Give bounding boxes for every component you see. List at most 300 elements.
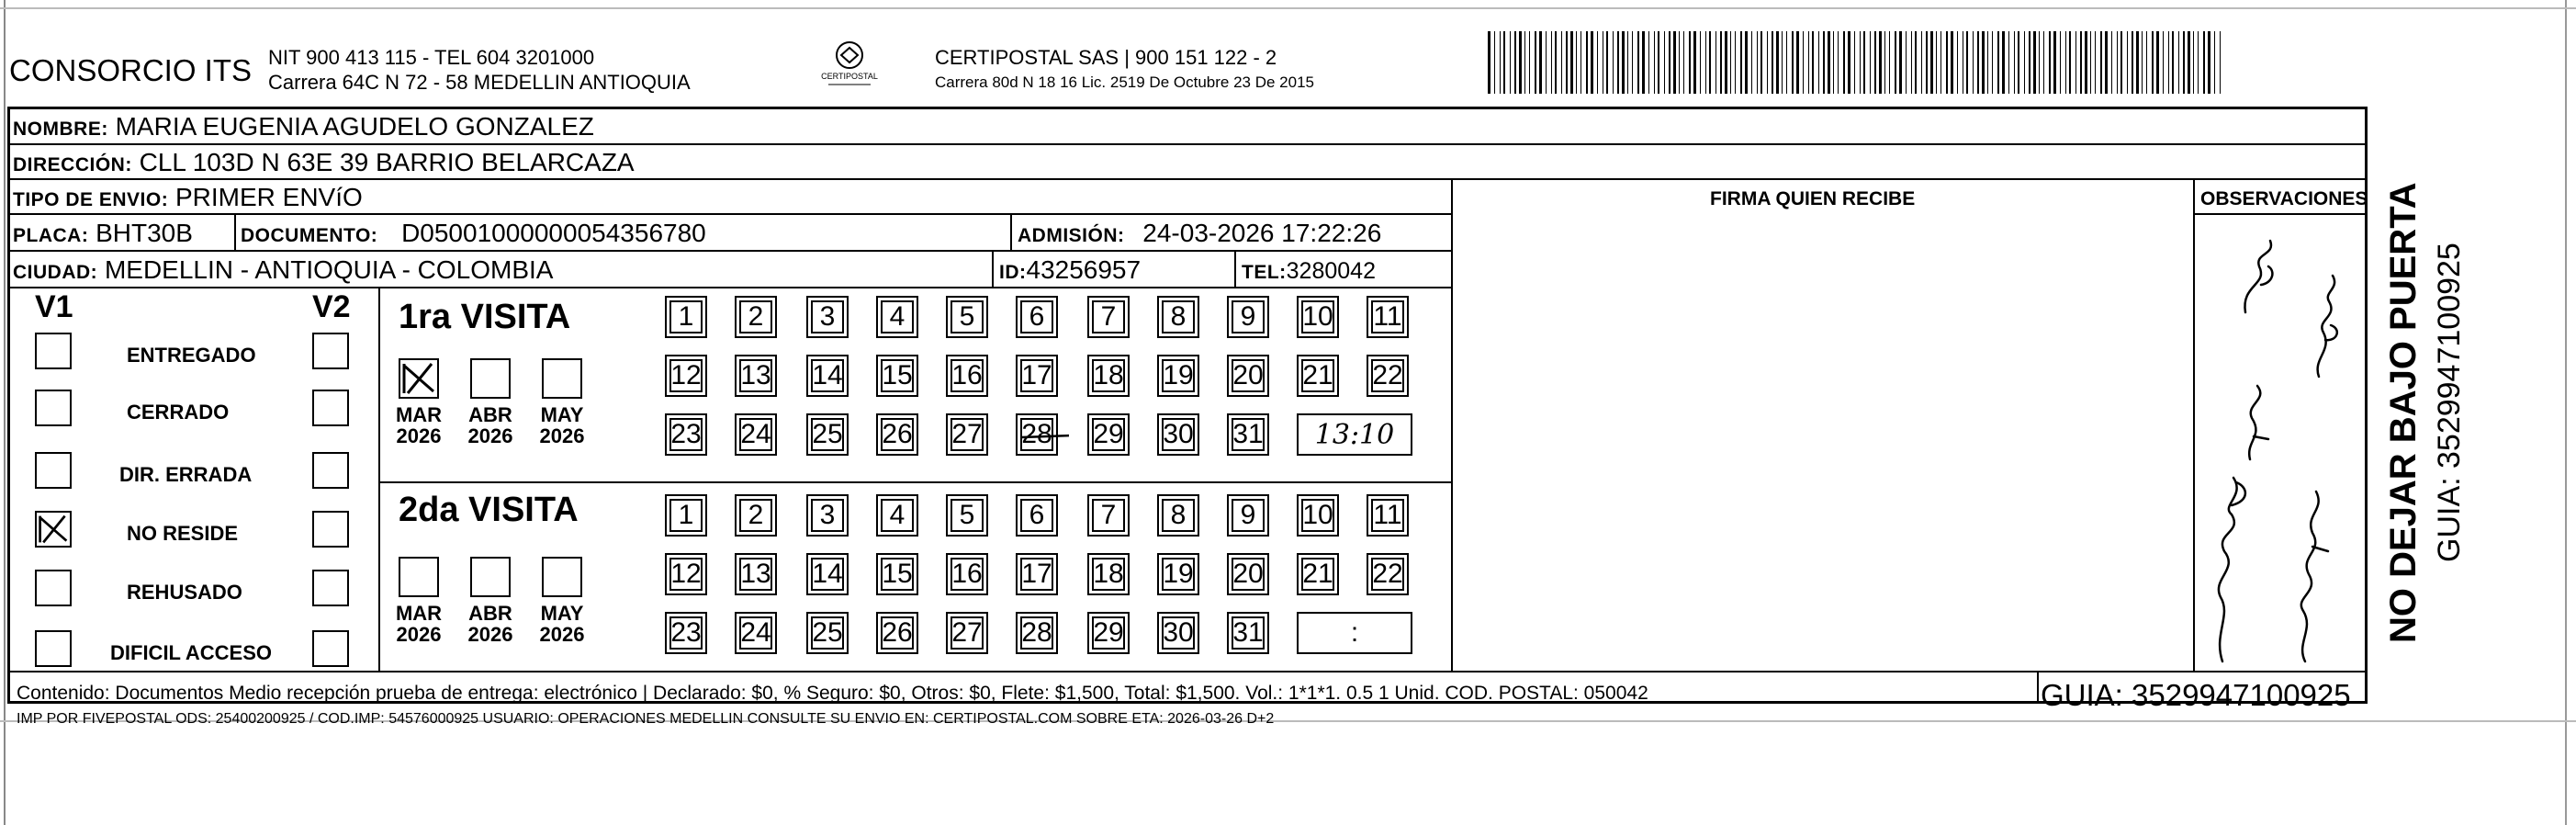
second-visit-month-label <box>389 603 448 645</box>
barcode-bar <box>1514 31 1516 94</box>
barcode-bar <box>1911 31 1912 94</box>
day-number: 4 <box>889 301 906 332</box>
status-label: DIFICIL ACCESO <box>110 641 273 664</box>
nombre-field <box>13 114 594 140</box>
first-visit-day-box[interactable] <box>806 355 849 397</box>
month-year: 2026 <box>467 424 513 448</box>
barcode-bar <box>1782 31 1783 94</box>
barcode-bar <box>1973 31 1974 94</box>
tipo-envio-value: PRIMER ENVíO <box>174 183 363 211</box>
barcode-bar <box>2024 31 2025 94</box>
month-name: ABR <box>468 403 512 426</box>
first-visit-month-label <box>533 404 591 446</box>
cell-divider <box>1234 250 1236 287</box>
first-visit-day-box[interactable] <box>1157 355 1199 397</box>
barcode-bar <box>1930 31 1933 94</box>
day-number: 20 <box>1232 360 1264 390</box>
v1-checkbox[interactable] <box>35 511 72 548</box>
barcode-bar <box>2105 31 2108 94</box>
day-number: 25 <box>812 617 843 648</box>
barcode-bar <box>1772 31 1773 94</box>
day-number: 24 <box>740 617 771 648</box>
day-number: 16 <box>951 559 983 589</box>
first-visit-day-box[interactable] <box>1227 355 1269 397</box>
barcode-bar <box>1642 31 1645 94</box>
second-visit-day-box[interactable] <box>1227 553 1269 595</box>
barcode-bar <box>1997 31 1999 94</box>
first-visit-day-box[interactable] <box>1227 296 1269 338</box>
cell-divider <box>234 213 236 250</box>
admision-field <box>1018 220 1381 246</box>
barcode-bar <box>1709 31 1711 94</box>
barcode-bar <box>2120 31 2122 94</box>
first-visit-day-box[interactable] <box>665 413 707 456</box>
day-number: 10 <box>1302 500 1333 530</box>
barcode <box>1488 31 2222 94</box>
barcode-bar <box>1570 31 1573 94</box>
first-visit-day-box[interactable] <box>665 296 707 338</box>
second-visit-day-box[interactable] <box>1227 612 1269 654</box>
status-label: DIR. ERRADA <box>119 463 253 486</box>
second-visit-time-box[interactable]: : <box>1297 612 1412 654</box>
barcode-bar <box>2111 31 2112 94</box>
barcode-bar <box>2168 31 2169 94</box>
page-edge-left <box>4 0 6 825</box>
documento-value: D05001000000054356780 <box>401 219 706 247</box>
signature-area[interactable] <box>1455 217 2191 669</box>
barcode-bar <box>1720 31 1722 94</box>
day-number: 21 <box>1302 360 1333 390</box>
first-visit-day-box[interactable] <box>665 355 707 397</box>
v2-checkbox[interactable] <box>312 452 349 489</box>
first-visit-day-box[interactable] <box>876 355 918 397</box>
day-number: 4 <box>889 500 906 530</box>
second-visit-title: 2da VISITA <box>399 491 579 529</box>
barcode-bar <box>1555 31 1557 94</box>
second-visit-day-box[interactable] <box>1087 553 1130 595</box>
barcode-bar <box>1539 31 1542 94</box>
barcode-bar <box>1689 31 1691 94</box>
barcode-bar <box>1946 31 1948 94</box>
barcode-bar <box>1546 31 1547 94</box>
barcode-bar <box>2060 31 2061 94</box>
first-visit-day-box[interactable] <box>806 296 849 338</box>
barcode-bar <box>1494 31 1495 94</box>
second-visit-day-box[interactable] <box>665 494 707 537</box>
direccion-value: CLL 103D N 63E 39 BARRIO BELARCAZA <box>139 148 635 176</box>
barcode-bar <box>2029 31 2030 94</box>
barcode-bar <box>1751 31 1752 94</box>
barcode-bar <box>1843 31 1845 94</box>
ciudad-label: CIUDAD: <box>13 262 98 283</box>
v2-checkbox[interactable] <box>312 333 349 369</box>
barcode-bar <box>1926 31 1928 94</box>
barcode-bar <box>1879 31 1882 94</box>
day-number: 27 <box>951 617 983 648</box>
day-number: 1 <box>678 301 694 332</box>
v2-checkbox[interactable] <box>312 511 349 548</box>
tipo-envio-field <box>13 185 363 210</box>
second-visit-day-box[interactable] <box>665 612 707 654</box>
barcode-bar <box>1767 31 1768 94</box>
barcode-bar <box>2127 31 2128 94</box>
day-number: 5 <box>959 301 975 332</box>
first-visit-month-checkbox[interactable] <box>542 358 582 399</box>
barcode-bar <box>1823 31 1825 94</box>
month-name: MAR <box>395 403 443 426</box>
barcode-bar <box>2208 31 2210 94</box>
second-visit-day-box[interactable] <box>735 612 777 654</box>
barcode-bar <box>1627 31 1628 94</box>
day-number: 10 <box>1302 301 1333 332</box>
v2-checkbox[interactable] <box>312 570 349 606</box>
footer-print-line: IMP POR FIVEPOSTAL ODS: 25400200925 / COD.IMP: 54576000925 USUARIO: OPERACIONES MEDELLIN CONSULTE SU ENVIO EN: CERTIPOSTAL.COM SOBRE ETA: 2026-03-26 D+2 <box>17 711 1275 727</box>
placa-value: BHT30B <box>96 219 193 247</box>
barcode-bar <box>1725 31 1727 94</box>
barcode-bar <box>1987 31 1988 94</box>
barcode-bar <box>1915 31 1917 94</box>
day-number: 29 <box>1093 419 1124 449</box>
day-number: 7 <box>1100 500 1117 530</box>
barcode-bar <box>2100 31 2102 94</box>
barcode-bar <box>1586 31 1588 94</box>
day-number: 3 <box>819 301 836 332</box>
second-visit-day-box[interactable] <box>1227 494 1269 537</box>
month-year: 2026 <box>467 623 513 647</box>
footer-content-line: Contenido: Documentos Medio recepción prueba de entrega: electrónico | Declarado: $0, % Seguro: $0, Otros: $0, Flete: $1,500, Total: $1,500. Vol.: 1*1*1. 0.5 1 Unid. COD. POSTAL: 050042 <box>17 683 1648 704</box>
second-visit-day-box[interactable] <box>1016 612 1058 654</box>
barcode-bar <box>2220 31 2221 94</box>
barcode-bar <box>1745 31 1748 94</box>
barcode-bar <box>2178 31 2179 94</box>
day-number: 17 <box>1021 360 1052 390</box>
barcode-bar <box>2065 31 2066 94</box>
day-number: 13 <box>740 360 771 390</box>
barcode-bar <box>1740 31 1742 94</box>
month-name: MAY <box>540 602 584 625</box>
barcode-bar <box>1757 31 1758 94</box>
day-number: 8 <box>1170 500 1187 530</box>
v1-checkbox[interactable] <box>35 570 72 606</box>
tipo-envio-label: TIPO DE ENVIO: <box>13 189 169 210</box>
month-year: 2026 <box>539 623 585 647</box>
status-label: CERRADO <box>127 401 230 424</box>
day-number: 8 <box>1170 301 1187 332</box>
second-visit-day-box[interactable] <box>1297 553 1339 595</box>
first-visit-day-box[interactable] <box>806 413 849 456</box>
barcode-bar <box>1895 31 1896 94</box>
first-visit-day-box[interactable] <box>1227 413 1269 456</box>
second-visit-day-box[interactable] <box>806 612 849 654</box>
barcode-bar <box>1808 31 1809 94</box>
barcode-bar <box>1854 31 1855 94</box>
barcode-bar <box>1597 31 1598 94</box>
day-number: 15 <box>882 360 913 390</box>
x-mark-icon <box>400 360 437 397</box>
cell-divider <box>992 250 994 287</box>
barcode-bar <box>1786 31 1787 94</box>
month-name: MAR <box>395 602 443 625</box>
first-visit-day-box[interactable] <box>1087 296 1130 338</box>
second-visit-day-box[interactable] <box>665 553 707 595</box>
day-number: 28 <box>1021 419 1052 449</box>
ciudad-value: MEDELLIN - ANTIOQUIA - COLOMBIA <box>104 255 554 284</box>
barcode-bar <box>2018 31 2019 94</box>
day-number: 13 <box>740 559 771 589</box>
second-visit-day-box[interactable] <box>946 612 988 654</box>
first-visit-day-box[interactable] <box>946 296 988 338</box>
certipostal-info: CERTIPOSTAL SAS | 900 151 122 - 2 <box>935 46 1277 69</box>
second-visit-day-box[interactable] <box>1157 612 1199 654</box>
barcode-bar <box>1715 31 1716 94</box>
v2-header: V2 <box>312 289 351 324</box>
barcode-bar <box>1776 31 1779 94</box>
footer-divider <box>7 671 2368 672</box>
first-visit-day-box[interactable] <box>876 413 918 456</box>
barcode-bar <box>2043 31 2044 94</box>
barcode-bar <box>2198 31 2199 94</box>
barcode-bar <box>1792 31 1794 94</box>
status-label: ENTREGADO <box>127 344 256 367</box>
barcode-bar <box>1735 31 1736 94</box>
first-visit-day-box[interactable] <box>1297 355 1339 397</box>
first-visit-day-box[interactable] <box>876 296 918 338</box>
barcode-bar <box>1566 31 1568 94</box>
barcode-bar <box>2203 31 2205 94</box>
cell-divider <box>1010 213 1012 250</box>
day-number: 2 <box>748 500 764 530</box>
v1-checkbox[interactable] <box>35 390 72 426</box>
admision-value: 24-03-2026 17:22:26 <box>1142 219 1382 247</box>
barcode-bar <box>1529 31 1530 94</box>
second-visit-month-checkbox[interactable] <box>399 557 439 597</box>
second-visit-day-box[interactable] <box>876 553 918 595</box>
v1-checkbox[interactable] <box>35 333 72 369</box>
barcode-bar <box>1940 31 1941 94</box>
second-visit-day-box[interactable] <box>876 494 918 537</box>
day-number: 14 <box>812 360 843 390</box>
placa-field <box>13 220 193 246</box>
second-visit-month-checkbox[interactable] <box>470 557 511 597</box>
certipostal-logo <box>808 39 891 90</box>
barcode-bar <box>2053 31 2056 94</box>
day-number: 6 <box>1029 301 1045 332</box>
second-visit-day-box[interactable] <box>946 494 988 537</box>
documento-label: DOCUMENTO: <box>241 225 378 246</box>
barcode-bar <box>1977 31 1979 94</box>
barcode-bar <box>2085 31 2087 94</box>
first-visit-title: 1ra VISITA <box>399 298 571 336</box>
barcode-bar <box>1510 31 1511 94</box>
second-visit-day-box[interactable] <box>876 612 918 654</box>
second-visit-day-box[interactable] <box>1367 494 1409 537</box>
second-visit-day-box[interactable] <box>1367 553 1409 595</box>
month-year: 2026 <box>539 424 585 448</box>
barcode-bar <box>1673 31 1676 94</box>
status-visits-divider <box>378 287 380 671</box>
company-name: CONSORCIO ITS <box>9 53 253 87</box>
barcode-bar <box>1899 31 1902 94</box>
company-nit-tel: NIT 900 413 115 - TEL 604 3201000 <box>268 46 595 69</box>
barcode-bar <box>1679 31 1680 94</box>
barcode-bar <box>1683 31 1684 94</box>
barcode-bar <box>1957 31 1958 94</box>
barcode-bar <box>1606 31 1608 94</box>
second-visit-day-box[interactable] <box>1087 612 1130 654</box>
barcode-bar <box>1658 31 1659 94</box>
day-number: 22 <box>1372 360 1403 390</box>
barcode-bar <box>1622 31 1625 94</box>
day-number: 19 <box>1163 559 1194 589</box>
barcode-bar <box>2014 31 2015 94</box>
barcode-bar <box>1576 31 1577 94</box>
v2-checkbox[interactable] <box>312 390 349 426</box>
x-mark-icon <box>37 513 70 546</box>
barcode-bar <box>1519 31 1522 94</box>
barcode-bar <box>1812 31 1814 94</box>
barcode-bar <box>2183 31 2185 94</box>
first-visit-day-box[interactable] <box>735 413 777 456</box>
barcode-bar <box>1828 31 1830 94</box>
barcode-bar <box>1693 31 1696 94</box>
first-visit-month-label <box>389 404 448 446</box>
barcode-bar <box>1617 31 1619 94</box>
second-visit-day-box[interactable] <box>735 494 777 537</box>
second-visit-month-label <box>461 603 520 645</box>
page-edge-top <box>0 7 2576 9</box>
direccion-field <box>13 150 635 175</box>
day-number: 30 <box>1163 617 1194 648</box>
barcode-bar <box>2002 31 2005 94</box>
barcode-bar <box>1500 31 1501 94</box>
nombre-value: MARIA EUGENIA AGUDELO GONZALEZ <box>115 112 594 141</box>
company-address: Carrera 64C N 72 - 58 MEDELLIN ANTIOQUIA <box>268 71 691 94</box>
barcode-bar <box>2049 31 2051 94</box>
first-visit-day-box[interactable] <box>1157 413 1199 456</box>
v1-header: V1 <box>35 289 73 324</box>
first-visit-day-box[interactable] <box>1157 296 1199 338</box>
v2-checkbox[interactable] <box>312 630 349 667</box>
firma-header: FIRMA QUIEN RECIBE <box>1710 188 1916 209</box>
second-visit-day-box[interactable] <box>1157 553 1199 595</box>
barcode-bar <box>1654 31 1655 94</box>
day-number: 5 <box>959 500 975 530</box>
day-number: 25 <box>812 419 843 449</box>
first-visit-day-box[interactable] <box>946 355 988 397</box>
second-visit-day-box[interactable] <box>806 494 849 537</box>
barcode-bar <box>1760 31 1762 94</box>
barcode-bar <box>1705 31 1706 94</box>
day-number: 26 <box>882 419 913 449</box>
v1-checkbox[interactable] <box>35 452 72 489</box>
first-visit-day-box[interactable] <box>1016 355 1058 397</box>
second-visit-day-box[interactable] <box>735 553 777 595</box>
day-number: 9 <box>1240 301 1256 332</box>
first-visit-day-box[interactable] <box>1016 296 1058 338</box>
second-visit-month-checkbox[interactable] <box>542 557 582 597</box>
barcode-bar <box>1951 31 1953 94</box>
second-visit-day-box[interactable] <box>1087 494 1130 537</box>
id-label: ID: <box>999 262 1027 283</box>
barcode-bar <box>1669 31 1670 94</box>
first-visit-day-box[interactable] <box>1087 355 1130 397</box>
day-number: 15 <box>882 559 913 589</box>
day-number: 18 <box>1093 559 1124 589</box>
first-visit-day-box[interactable] <box>1087 413 1130 456</box>
barcode-bar <box>2039 31 2040 94</box>
first-visit-month-checkbox[interactable] <box>399 358 439 399</box>
day-number: 23 <box>670 419 702 449</box>
barcode-bar <box>2136 31 2139 94</box>
certipostal-license: Carrera 80d N 18 16 Lic. 2519 De Octubre 23 De 2015 <box>935 73 1314 91</box>
day-number: 12 <box>670 360 702 390</box>
barcode-bar <box>1889 31 1890 94</box>
first-visit-day-box[interactable] <box>1297 296 1339 338</box>
status-label: NO RESIDE <box>127 522 239 545</box>
guia-divider <box>2037 671 2039 704</box>
first-visit-day-box[interactable] <box>1016 413 1058 456</box>
row-divider <box>7 178 2368 180</box>
barcode-bar <box>1613 31 1614 94</box>
side-warning: NO DEJAR BAJO PUERTA <box>2383 182 2424 643</box>
day-number: 3 <box>819 500 836 530</box>
first-visit-day-box[interactable] <box>735 355 777 397</box>
id-value: 43256957 <box>1026 255 1142 284</box>
row-divider <box>2193 213 2368 215</box>
day-number: 12 <box>670 559 702 589</box>
first-visit-day-box[interactable] <box>1367 296 1409 338</box>
second-visit-day-box[interactable] <box>1157 494 1199 537</box>
tel-label: TEL: <box>1242 262 1287 283</box>
barcode-bar <box>1921 31 1922 94</box>
barcode-bar <box>1884 31 1885 94</box>
barcode-bar <box>1982 31 1985 94</box>
day-number: 26 <box>882 617 913 648</box>
second-visit-day-box[interactable] <box>1016 553 1058 595</box>
day-number: 1 <box>678 500 694 530</box>
second-visit-day-box[interactable] <box>946 553 988 595</box>
barcode-bar <box>1503 31 1505 94</box>
first-visit-day-box[interactable] <box>946 413 988 456</box>
first-visit-day-box[interactable] <box>735 296 777 338</box>
day-number: 24 <box>740 419 771 449</box>
side-guia: GUIA: 3529947100925 <box>2432 243 2467 562</box>
barcode-bar <box>1838 31 1839 94</box>
handwritten-observation <box>2195 230 2379 671</box>
barcode-bar <box>1730 31 1731 94</box>
second-visit-day-box[interactable] <box>1016 494 1058 537</box>
row-divider <box>7 143 2368 145</box>
v1-checkbox[interactable] <box>35 630 72 667</box>
row-divider <box>7 287 1451 288</box>
day-number: 2 <box>748 301 764 332</box>
second-visit-day-box[interactable] <box>1297 494 1339 537</box>
first-visit-time-box[interactable]: 13:10 <box>1297 413 1412 456</box>
day-number: 30 <box>1163 419 1194 449</box>
barcode-bar <box>1860 31 1861 94</box>
barcode-bar <box>1637 31 1639 94</box>
tel-value: 3280042 <box>1286 258 1376 284</box>
visit-divider <box>378 481 1451 483</box>
month-year: 2026 <box>396 424 442 448</box>
barcode-bar <box>2095 31 2096 94</box>
id-field <box>999 257 1141 283</box>
barcode-bar <box>2033 31 2036 94</box>
second-visit-day-box[interactable] <box>806 553 849 595</box>
first-visit-day-box[interactable] <box>1367 355 1409 397</box>
barcode-bar <box>2090 31 2091 94</box>
first-visit-month-checkbox[interactable] <box>470 358 511 399</box>
